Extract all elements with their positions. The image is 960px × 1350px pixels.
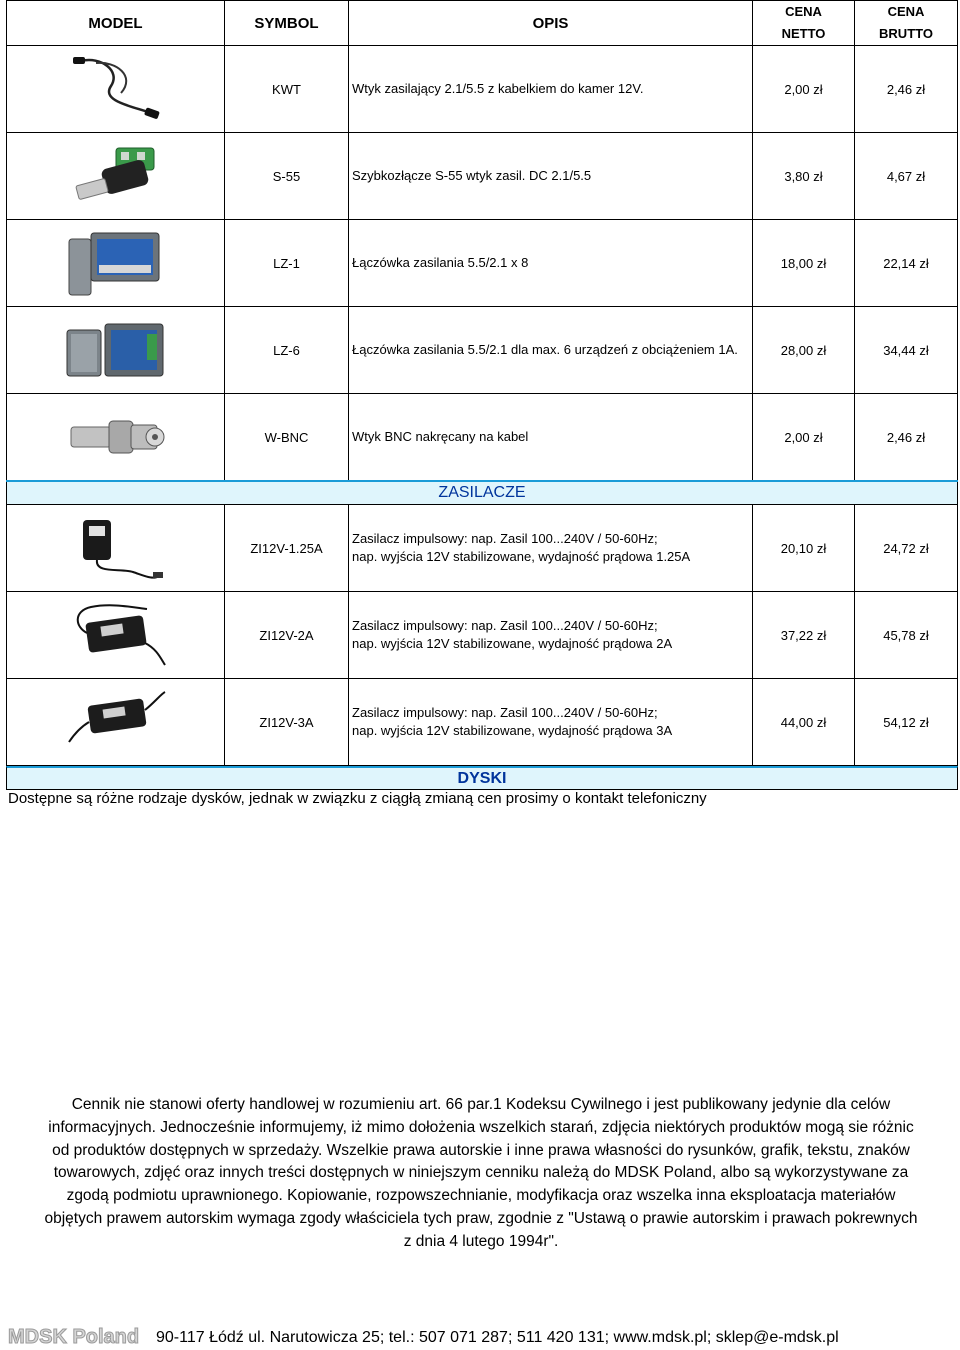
table-row — [7, 505, 958, 592]
product-symbol: ZI12V-3A — [225, 679, 349, 766]
section-dyski: DYSKI — [6, 766, 958, 790]
col-brutto: CENA BRUTTO — [855, 1, 958, 46]
product-symbol: KWT — [225, 46, 349, 133]
header-row — [7, 1, 958, 46]
price-brutto: 24,72 zł — [855, 505, 958, 592]
col-symbol: SYMBOL — [225, 1, 349, 46]
power-brick-icon — [61, 597, 171, 673]
product-image — [7, 394, 225, 482]
product-description: Łączówka zasilania 5.5/2.1 dla max. 6 urządzeń z obciążeniem 1A. — [349, 307, 753, 394]
company-logo: MDSK Poland — [8, 1326, 140, 1348]
power-brick-icon — [61, 684, 171, 760]
product-symbol: LZ-6 — [225, 307, 349, 394]
power-box-icon — [61, 312, 171, 388]
price-netto: 18,00 zł — [753, 220, 855, 307]
product-image — [7, 46, 225, 133]
product-description: Wtyk BNC nakręcany na kabel — [349, 394, 753, 482]
product-image — [7, 592, 225, 679]
cable-plug-icon — [61, 51, 171, 127]
col-model: MODEL — [7, 1, 225, 46]
table-row — [7, 592, 958, 679]
price-brutto: 4,67 zł — [855, 133, 958, 220]
product-description: Zasilacz impulsowy: nap. Zasil 100...240V / 50-60Hz; nap. wyjścia 12V stabilizowane, wydajność prądowa 2A — [349, 592, 753, 679]
product-description: Łączówka zasilania 5.5/2.1 x 8 — [349, 220, 753, 307]
price-brutto: 34,44 zł — [855, 307, 958, 394]
price-netto: 2,00 zł — [753, 394, 855, 482]
table-row — [7, 133, 958, 220]
col-opis: OPIS — [349, 1, 753, 46]
table-row — [7, 394, 958, 482]
product-image — [7, 679, 225, 766]
col-netto: CENA NETTO — [753, 1, 855, 46]
product-image — [7, 505, 225, 592]
price-brutto: 22,14 zł — [855, 220, 958, 307]
table-row — [7, 307, 958, 394]
product-symbol: ZI12V-2A — [225, 592, 349, 679]
product-symbol: ZI12V-1.25A — [225, 505, 349, 592]
disclaimer: Cennik nie stanowi oferty handlowej w rozumieniu art. 66 par.1 Kodeksu Cywilnego i jest publikowany jedynie dla celów informacyjnych. Jednocześnie informujemy, iż mimo dołożenia wszelkich starań, zdjęcia niektórych produktów mogą sie różnic od produktów dostępnych w sprzedaży. Wszelkie prawa autorskie i inne prawa własności do rysunków, grafik, tekstu, znaków towarowych, zdjęć oraz innych treści dostępnych w niniejszym cenniku należą do MDSK Poland, albo są wykorzystywane za zgodą podmiotu uprawnionego. Kopiowanie, rozpowszechnianie, modyfikacja oraz wszelka inna eksploatacja materiałów objętych prawem autorskim wymaga zgody właściciela tych praw, zgodnie z "Ustawą o prawie autorskim i prawach pokrewnych z dnia 4 lutego 1994r". — [44, 1096, 918, 1250]
table-row — [7, 679, 958, 766]
wall-adapter-icon — [61, 510, 171, 586]
price-brutto: 54,12 zł — [855, 679, 958, 766]
price-netto: 3,80 zł — [753, 133, 855, 220]
section-zasilacze — [7, 481, 958, 505]
bnc-plug-icon — [61, 399, 171, 475]
price-netto: 37,22 zł — [753, 592, 855, 679]
price-brutto: 45,78 zł — [855, 592, 958, 679]
product-image — [7, 307, 225, 394]
product-symbol: W-BNC — [225, 394, 349, 482]
price-netto: 20,10 zł — [753, 505, 855, 592]
price-table — [6, 0, 958, 766]
footer-address: 90-117 Łódź ul. Narutowicza 25; tel.: 507 071 287; 511 420 131; www.mdsk.pl; sklep@e-mdsk.pl — [156, 1329, 839, 1346]
product-symbol: S-55 — [225, 133, 349, 220]
product-description: Wtyk zasilający 2.1/5.5 z kabelkiem do kamer 12V. — [349, 46, 753, 133]
table-row — [7, 220, 958, 307]
price-netto: 44,00 zł — [753, 679, 855, 766]
table-row — [7, 46, 958, 133]
dc-connector-icon — [61, 138, 171, 214]
price-netto: 28,00 zł — [753, 307, 855, 394]
product-description: Zasilacz impulsowy: nap. Zasil 100...240V / 50-60Hz; nap. wyjścia 12V stabilizowane, wydajność prądowa 1.25A — [349, 505, 753, 592]
product-image — [7, 133, 225, 220]
product-symbol: LZ-1 — [225, 220, 349, 307]
product-image — [7, 220, 225, 307]
product-description: Szybkozłącze S-55 wtyk zasil. DC 2.1/5.5 — [349, 133, 753, 220]
product-description: Zasilacz impulsowy: nap. Zasil 100...240V / 50-60Hz; nap. wyjścia 12V stabilizowane, wydajność prądowa 3A — [349, 679, 753, 766]
price-netto: 2,00 zł — [753, 46, 855, 133]
price-brutto: 2,46 zł — [855, 394, 958, 482]
dyski-note: Dostępne są różne rodzaje dysków, jednak w związku z ciągłą zmianą cen prosimy o kontakt telefoniczny — [8, 790, 707, 807]
power-box-icon — [61, 225, 171, 301]
section-title: ZASILACZE — [7, 481, 958, 505]
price-brutto: 2,46 zł — [855, 46, 958, 133]
